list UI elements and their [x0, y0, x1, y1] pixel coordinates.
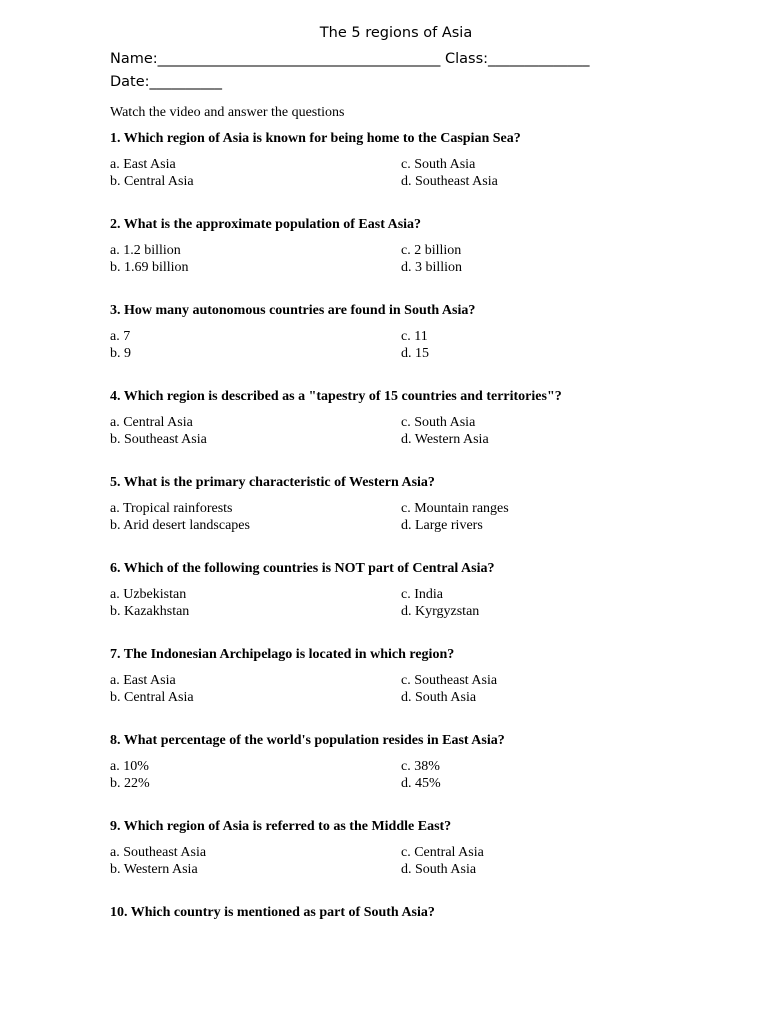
- question-text: 7. The Indonesian Archipelago is located in which region?: [110, 647, 455, 662]
- question-text: 3. How many autonomous countries are found in South Asia?: [110, 303, 476, 318]
- option-a: a. Central Asia: [110, 415, 193, 430]
- question-6: [110, 560, 670, 638]
- question-text: 8. What percentage of the world's population resides in East Asia?: [110, 733, 505, 748]
- option-d: d. 15: [401, 346, 429, 361]
- option-a: a. 10%: [110, 759, 149, 774]
- option-d: d. 3 billion: [401, 260, 463, 275]
- worksheet-page: [110, 22, 670, 982]
- option-a: a. East Asia: [110, 157, 176, 172]
- question-8: [110, 732, 670, 810]
- option-d: d. Southeast Asia: [401, 174, 498, 189]
- answer-options: [110, 242, 670, 276]
- answer-options: [110, 844, 670, 878]
- answer-options: [110, 586, 670, 620]
- option-a: a. 1.2 billion: [110, 243, 181, 258]
- option-c: c. Mountain ranges: [401, 501, 509, 516]
- question-9: [110, 818, 670, 896]
- student-info-line: Name:_______________________________________ Class:______________ Date:__________: [110, 51, 590, 90]
- answer-options: [110, 156, 670, 190]
- option-c: c. India: [401, 587, 443, 602]
- option-d: d. Large rivers: [401, 518, 483, 533]
- option-c: c. 38%: [401, 759, 440, 774]
- question-text: 6. Which of the following countries is NOT part of Central Asia?: [110, 561, 495, 576]
- option-b: b. Central Asia: [110, 690, 194, 705]
- option-a: a. 7: [110, 329, 131, 344]
- question-2: [110, 216, 670, 294]
- option-d: d. Kyrgyzstan: [401, 604, 480, 619]
- option-c: c. Southeast Asia: [401, 673, 498, 688]
- page-title: The 5 regions of Asia: [319, 25, 473, 41]
- answer-options: [110, 500, 670, 534]
- option-b: b. 1.69 billion: [110, 260, 189, 275]
- option-c: c. South Asia: [401, 157, 476, 172]
- option-b: b. Kazakhstan: [110, 604, 190, 619]
- option-d: d. South Asia: [401, 690, 477, 705]
- option-a: a. East Asia: [110, 673, 176, 688]
- option-c: c. Central Asia: [401, 845, 484, 860]
- option-b: b. Arid desert landscapes: [110, 518, 250, 533]
- option-a: a. Uzbekistan: [110, 587, 187, 602]
- answer-options: [110, 758, 670, 792]
- option-b: b. 9: [110, 346, 131, 361]
- question-4: [110, 388, 670, 466]
- instructions: Watch the video and answer the questions: [110, 105, 345, 120]
- option-d: d. South Asia: [401, 862, 477, 877]
- option-c: c. 11: [401, 329, 428, 344]
- question-text: 10. Which country is mentioned as part of South Asia?: [110, 905, 435, 920]
- answer-options: [110, 414, 670, 448]
- question-text: 1. Which region of Asia is known for being home to the Caspian Sea?: [110, 131, 521, 146]
- question-text: 2. What is the approximate population of East Asia?: [110, 217, 422, 232]
- answer-options: [110, 328, 670, 362]
- option-c: c. 2 billion: [401, 243, 462, 258]
- question-10: [110, 904, 670, 982]
- option-b: b. Central Asia: [110, 174, 194, 189]
- question-text: 9. Which region of Asia is referred to as the Middle East?: [110, 819, 452, 834]
- option-b: b. Western Asia: [110, 862, 198, 877]
- option-d: d. Western Asia: [401, 432, 489, 447]
- question-5: [110, 474, 670, 552]
- option-a: a. Tropical rainforests: [110, 501, 233, 516]
- option-d: d. 45%: [401, 776, 441, 791]
- question-7: [110, 646, 670, 724]
- option-c: c. South Asia: [401, 415, 476, 430]
- option-b: b. 22%: [110, 776, 150, 791]
- question-text: 4. Which region is described as a "tapestry of 15 countries and territories"?: [110, 389, 562, 404]
- question-3: [110, 302, 670, 380]
- option-b: b. Southeast Asia: [110, 432, 207, 447]
- answer-options: [110, 672, 670, 706]
- option-a: a. Southeast Asia: [110, 845, 207, 860]
- question-1: [110, 130, 670, 208]
- question-text: 5. What is the primary characteristic of Western Asia?: [110, 475, 435, 490]
